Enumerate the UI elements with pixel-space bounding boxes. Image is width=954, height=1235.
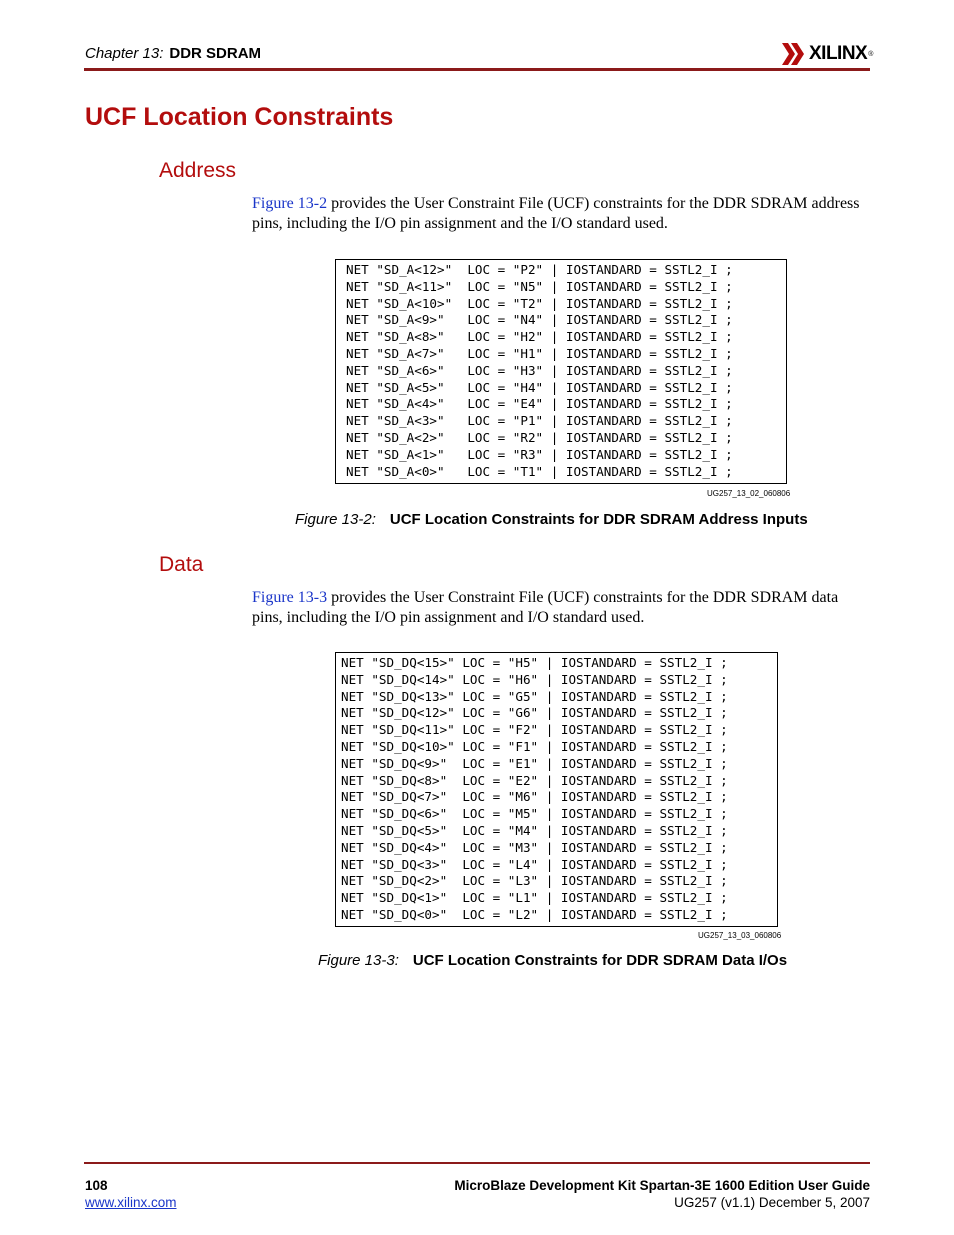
ucf-code-line: NET "SD_DQ<9>" LOC = "E1" | IOSTANDARD = SSTL2_I ; (341, 755, 728, 771)
ucf-code-line: NET "SD_DQ<0>" LOC = "L2" | IOSTANDARD = SSTL2_I ; (341, 906, 728, 922)
chapter-label: Chapter 13: (85, 45, 164, 62)
address-heading: Address (159, 159, 237, 182)
ucf-code-line: NET "SD_DQ<7>" LOC = "M6" | IOSTANDARD = SSTL2_I ; (341, 789, 728, 805)
footer-right (454, 1177, 870, 1211)
ucf-code-line: NET "SD_DQ<5>" LOC = "M4" | IOSTANDARD = SSTL2_I ; (341, 822, 728, 838)
page-number: 108 (85, 1178, 108, 1193)
chapter-title: DDR SDRAM (169, 45, 262, 62)
book-title: MicroBlaze Development Kit Spartan-3E 1600 Edition User Guide (454, 1178, 870, 1193)
data-paragraph (252, 588, 872, 627)
running-header (85, 45, 261, 62)
ucf-code-line: NET "SD_A<5>" LOC = "H4" | IOSTANDARD = SSTL2_I ; (346, 379, 733, 395)
ucf-code-line: NET "SD_A<9>" LOC = "N4" | IOSTANDARD = SSTL2_I ; (346, 312, 733, 328)
ucf-code-line: NET "SD_A<2>" LOC = "R2" | IOSTANDARD = SSTL2_I ; (346, 429, 733, 445)
registered-mark: ® (868, 50, 874, 58)
header-rule (84, 68, 870, 71)
data-ucf-code-box (335, 652, 778, 927)
ucf-code-line: NET "SD_A<8>" LOC = "H2" | IOSTANDARD = SSTL2_I ; (346, 329, 733, 345)
document-id: UG257 (v1.1) December 5, 2007 (674, 1195, 870, 1210)
ucf-code-line: NET "SD_DQ<6>" LOC = "M5" | IOSTANDARD = SSTL2_I ; (341, 806, 728, 822)
ucf-code-line: NET "SD_A<7>" LOC = "H1" | IOSTANDARD = SSTL2_I ; (346, 345, 733, 361)
ucf-code-line: NET "SD_DQ<2>" LOC = "L3" | IOSTANDARD = SSTL2_I ; (341, 873, 728, 889)
ucf-code-line: NET "SD_DQ<8>" LOC = "E2" | IOSTANDARD = SSTL2_I ; (341, 772, 728, 788)
section-title: UCF Location Constraints (85, 103, 394, 131)
address-figure-caption (295, 511, 808, 528)
address-paragraph (252, 194, 872, 233)
footer-rule (84, 1162, 870, 1164)
address-ucf-code-box (335, 259, 787, 484)
ucf-code-line: NET "SD_A<12>" LOC = "P2" | IOSTANDARD = SSTL2_I ; (346, 262, 733, 277)
ucf-code-line: NET "SD_DQ<12>" LOC = "G6" | IOSTANDARD = SSTL2_I ; (341, 705, 728, 721)
xilinx-website-link[interactable]: www.xilinx.com (85, 1195, 177, 1210)
ucf-code-line: NET "SD_DQ<11>" LOC = "F2" | IOSTANDARD = SSTL2_I ; (341, 722, 728, 738)
ucf-code-line: NET "SD_DQ<4>" LOC = "M3" | IOSTANDARD = SSTL2_I ; (341, 839, 728, 855)
footer-left (85, 1177, 177, 1211)
data-paragraph-text: provides the User Constraint File (UCF) constraints for the DDR SDRAM data pins, including the I/O pin assignment and I/O standard used. (252, 589, 839, 626)
ucf-code-line: NET "SD_A<6>" LOC = "H3" | IOSTANDARD = SSTL2_I ; (346, 362, 733, 378)
data-figure-caption (318, 952, 787, 969)
ucf-code-line: NET "SD_A<10>" LOC = "T2" | IOSTANDARD = SSTL2_I ; (346, 295, 733, 311)
ucf-code-line: NET "SD_A<4>" LOC = "E4" | IOSTANDARD = SSTL2_I ; (346, 396, 733, 412)
ucf-code-line: NET "SD_A<0>" LOC = "T1" | IOSTANDARD = SSTL2_I ; (346, 463, 733, 479)
address-paragraph-text: provides the User Constraint File (UCF) constraints for the DDR SDRAM address pins, including the I/O pin assignment and the I/O standard used. (252, 195, 860, 232)
figure-13-2-link[interactable]: Figure 13-2 (252, 195, 328, 212)
address-caption-number: Figure 13-2: (295, 511, 376, 528)
ucf-code-line: NET "SD_A<1>" LOC = "R3" | IOSTANDARD = SSTL2_I ; (346, 446, 733, 462)
ucf-code-line: NET "SD_DQ<3>" LOC = "L4" | IOSTANDARD = SSTL2_I ; (341, 856, 728, 872)
ucf-code-line: NET "SD_A<11>" LOC = "N5" | IOSTANDARD = SSTL2_I ; (346, 278, 733, 294)
data-caption-number: Figure 13-3: (318, 952, 399, 969)
data-figure-id: UG257_13_03_060806 (698, 931, 782, 940)
logo-wordmark: XILINX (809, 43, 868, 64)
address-caption-title: UCF Location Constraints for DDR SDRAM Address Inputs (389, 511, 808, 528)
ucf-code-line: NET "SD_DQ<10>" LOC = "F1" | IOSTANDARD = SSTL2_I ; (341, 738, 728, 754)
data-heading: Data (159, 553, 204, 576)
ucf-code-line: NET "SD_A<3>" LOC = "P1" | IOSTANDARD = SSTL2_I ; (346, 413, 733, 429)
xilinx-logo (782, 40, 873, 68)
figure-13-3-link[interactable]: Figure 13-3 (252, 589, 328, 606)
xilinx-x-mark-icon (782, 43, 806, 65)
ucf-code-line: NET "SD_DQ<15>" LOC = "H5" | IOSTANDARD = SSTL2_I ; (341, 655, 728, 670)
ucf-code-line: NET "SD_DQ<14>" LOC = "H6" | IOSTANDARD = SSTL2_I ; (341, 671, 728, 687)
ucf-code-line: NET "SD_DQ<1>" LOC = "L1" | IOSTANDARD = SSTL2_I ; (341, 890, 728, 906)
ucf-code-line: NET "SD_DQ<13>" LOC = "G5" | IOSTANDARD = SSTL2_I ; (341, 688, 728, 704)
address-figure-id: UG257_13_02_060806 (707, 489, 791, 498)
data-caption-title: UCF Location Constraints for DDR SDRAM Data I/Os (412, 952, 788, 969)
